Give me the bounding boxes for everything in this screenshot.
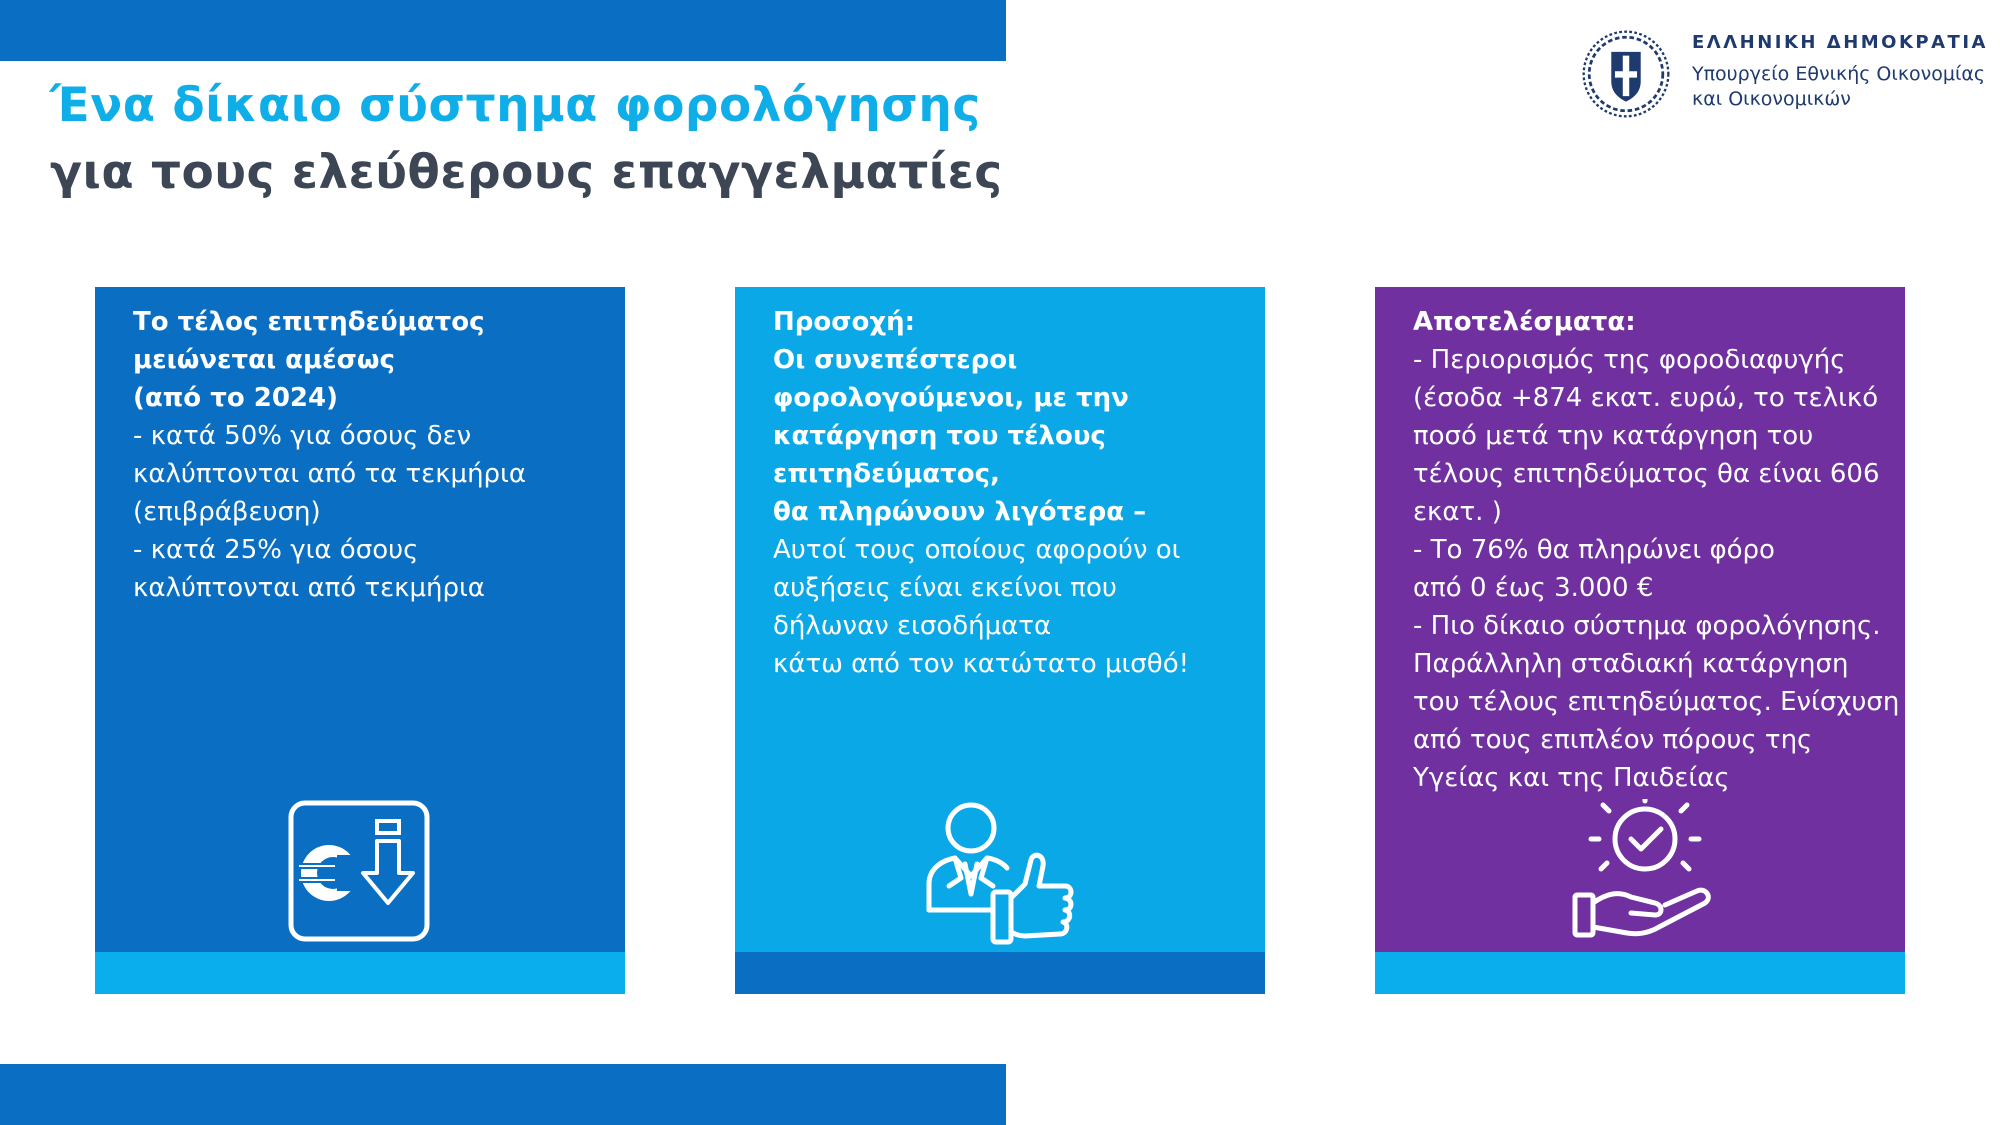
info-card-tax-reduction bbox=[95, 287, 625, 994]
card-3-line: - Το 76% θα πληρώνει φόρο bbox=[1413, 535, 1775, 565]
professional-thumbs-up-icon bbox=[925, 802, 1075, 947]
card-3-line: από 0 έως 3.000 € bbox=[1413, 573, 1654, 603]
card-2-line: κατάργηση του τέλους bbox=[773, 421, 1106, 451]
page-title-line-2: για τους ελεύθερους επαγγελματίες bbox=[50, 145, 1003, 200]
card-1-line: καλύπτονται από τα τεκμήρια bbox=[133, 459, 526, 489]
euro-tax-decrease-icon bbox=[287, 799, 431, 943]
card-2-line: φορολογούμενοι, με την bbox=[773, 383, 1129, 413]
ministry-branding bbox=[1692, 32, 1988, 112]
card-2-line: δήλωναν εισοδήματα bbox=[773, 611, 1052, 641]
card-3-line: του τέλους επιτηδεύματος. Ενίσχυση bbox=[1413, 687, 1900, 717]
top-accent-bar bbox=[0, 0, 1006, 61]
card-2-line: Προσοχή: bbox=[773, 307, 916, 337]
card-1-line: (επιβράβευση) bbox=[133, 497, 321, 527]
card-3-line: Αποτελέσματα: bbox=[1413, 307, 1636, 337]
page-title-line-1: Ένα δίκαιο σύστημα φορολόγησης bbox=[50, 78, 981, 133]
card-2-line: αυξήσεις είναι εκείνοι που bbox=[773, 573, 1117, 603]
hand-checkmark-icon bbox=[1569, 799, 1715, 939]
card-3-line: ποσό μετά την κατάργηση του bbox=[1413, 421, 1814, 451]
ministry-name-line-1: Υπουργείο Εθνικής Οικονομίας bbox=[1692, 63, 1986, 85]
card-2-bottom-stripe bbox=[735, 952, 1265, 994]
card-2-text bbox=[773, 303, 1251, 683]
bottom-accent-bar bbox=[0, 1064, 1006, 1125]
card-3-line: τέλους επιτηδεύματος θα είναι 606 bbox=[1413, 459, 1880, 489]
card-1-line: Το τέλος επιτηδεύματος bbox=[133, 307, 485, 337]
card-1-line: (από το 2024) bbox=[133, 383, 338, 413]
org-name: ΕΛΛΗΝΙΚΗ ΔΗΜΟΚΡΑΤΙΑ bbox=[1692, 32, 1988, 53]
info-card-results bbox=[1375, 287, 1905, 994]
card-2-line: κάτω από τον κατώτατο μισθό! bbox=[773, 649, 1190, 679]
card-2-line: Οι συνεπέστεροι bbox=[773, 345, 1018, 375]
card-3-line: - Περιορισμός της φοροδιαφυγής bbox=[1413, 345, 1846, 375]
card-3-line: από τους επιπλέον πόρους της bbox=[1413, 725, 1813, 755]
card-2-line: θα πληρώνουν λιγότερα – bbox=[773, 497, 1147, 527]
card-1-line: μειώνεται αμέσως bbox=[133, 345, 395, 375]
info-card-attention bbox=[735, 287, 1265, 994]
card-1-line: - κατά 25% για όσους bbox=[133, 535, 419, 565]
card-1-line: - κατά 50% για όσους δεν bbox=[133, 421, 472, 451]
card-3-line: εκατ. ) bbox=[1413, 497, 1502, 527]
card-1-text bbox=[133, 303, 611, 607]
card-3-text bbox=[1413, 303, 1900, 797]
card-3-line: (έσοδα +874 εκατ. ευρώ, το τελικό bbox=[1413, 383, 1879, 413]
card-3-line: - Πιο δίκαιο σύστημα φορολόγησης. bbox=[1413, 611, 1881, 641]
card-2-line: Αυτοί τους οποίους αφορούν οι bbox=[773, 535, 1181, 565]
card-3-bottom-stripe bbox=[1375, 952, 1905, 994]
ministry-name-line-2: και Οικονομικών bbox=[1692, 88, 1851, 110]
card-1-bottom-stripe bbox=[95, 952, 625, 994]
greek-coat-of-arms-icon bbox=[1580, 28, 1672, 120]
card-3-line: Υγείας και της Παιδείας bbox=[1413, 763, 1730, 793]
card-3-line: Παράλληλη σταδιακή κατάργηση bbox=[1413, 649, 1849, 679]
card-1-line: καλύπτονται από τεκμήρια bbox=[133, 573, 485, 603]
card-2-line: επιτηδεύματος, bbox=[773, 459, 1000, 489]
